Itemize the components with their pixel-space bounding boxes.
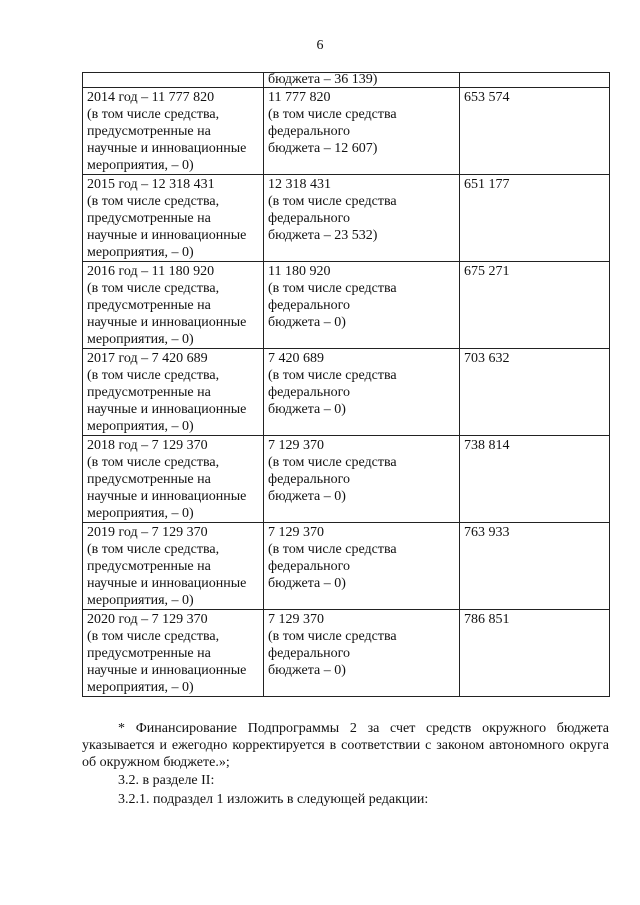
table-row-continuation [83,73,610,88]
table-cell-district-budget: 11 180 920 (в том числе средства федерального бюджета – 0) [264,262,460,349]
table-cell-district-budget: 7 129 370 (в том числе средства федерального бюджета – 0) [264,523,460,610]
table-cell-total: 2018 год – 7 129 370 (в том числе средства, предусмотренные на научные и инновационные мероприятия, – 0) [83,436,264,523]
table-cell-other-sources: 651 177 [460,175,610,262]
table-cell-district-budget: 7 420 689 (в том числе средства федерального бюджета – 0) [264,349,460,436]
page-number: 6 [316,38,324,53]
table-cell-other-sources: 738 814 [460,436,610,523]
table-cell-district-budget: 7 129 370 (в том числе средства федерального бюджета – 0) [264,436,460,523]
table-cell-other-sources [460,73,610,88]
table-cell-total: 2015 год – 12 318 431 (в том числе средства, предусмотренные на научные и инновационные мероприятия, – 0) [83,175,264,262]
table-cell-total: 2017 год – 7 420 689 (в том числе средства, предусмотренные на научные и инновационные мероприятия, – 0) [83,349,264,436]
table-row [83,610,610,697]
table-cell-total: 2014 год – 11 777 820 (в том числе средства, предусмотренные на научные и инновационные мероприятия, – 0) [83,88,264,175]
table-cell-district-budget: 11 777 820 (в том числе средства федерального бюджета – 12 607) [264,88,460,175]
table-row [83,436,610,523]
table-cell-other-sources: 763 933 [460,523,610,610]
table-row [83,88,610,175]
table-row [83,262,610,349]
paragraph-section-2: 3.2. в разделе II: [118,773,215,788]
table-cell-total [83,73,264,88]
paragraph-subsection-1: 3.2.1. подраздел 1 изложить в следующей редакции: [118,792,429,807]
table-row [83,349,610,436]
table-cell-district-budget: 12 318 431 (в том числе средства федерального бюджета – 23 532) [264,175,460,262]
table-cell-other-sources: 703 632 [460,349,610,436]
table-row [83,523,610,610]
table-cell-other-sources: 786 851 [460,610,610,697]
table-row [83,175,610,262]
table-cell-total: 2016 год – 11 180 920 (в том числе средства, предусмотренные на научные и инновационные мероприятия, – 0) [83,262,264,349]
financing-table [82,72,610,697]
table-cell-total: 2020 год – 7 129 370 (в том числе средства, предусмотренные на научные и инновационные мероприятия, – 0) [83,610,264,697]
table-cell-total: 2019 год – 7 129 370 (в том числе средства, предусмотренные на научные и инновационные мероприятия, – 0) [83,523,264,610]
table-cell-other-sources: 675 271 [460,262,610,349]
table-cell-other-sources: 653 574 [460,88,610,175]
table-cell-district-budget: 7 129 370 (в том числе средства федерального бюджета – 0) [264,610,460,697]
table-cell-district-budget: бюджета – 36 139) [264,73,460,88]
financing-footnote: * Финансирование Подпрограммы 2 за счет средств окружного бюджета указывается и ежегодно корректируется в соответствии с законом автономного округа об окружном бюджете.»; [82,721,609,770]
